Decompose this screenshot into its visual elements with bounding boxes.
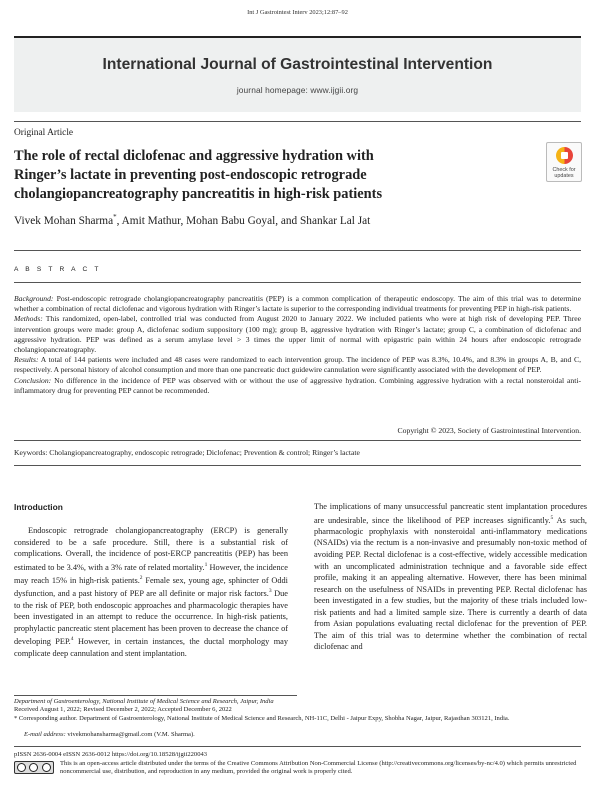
keywords-bottom-rule (14, 465, 581, 466)
affiliation: Department of Gastroenterology, National Institute of Medical Science and Research, Jaipur, India (14, 698, 274, 705)
author-list (14, 213, 370, 227)
journal-title: International Journal of Gastrointestinal Intervention (102, 56, 493, 73)
footnote-rule (14, 695, 297, 696)
email-link[interactable]: vivekmohansharma@gmail.com (V.M. Sharma). (65, 731, 195, 738)
copyright-line: Copyright © 2023, Society of Gastrointestinal Intervention. (397, 426, 581, 435)
license-text: This is an open-access article distributed under the terms of the Creative Commons Attribution Non-Commercial License (http://creativecommons.org/licenses/by-nc/4.0) which permits unrestricted noncommercial use, distribution, and reproduction in any medium, provided the original work is properly cited. (60, 760, 577, 776)
title-line: Ringer’s lactate in preventing post-endoscopic retrograde (14, 167, 367, 184)
abstract-label: A B S T R A C T (14, 266, 102, 273)
article-title (14, 147, 514, 205)
abstract-conclusion: Conclusion: No difference in the incidence of PEP was observed with or without the use of aggressive hydration. Combining aggressive hydration with a rectal nonsteroidal anti-inflammatory drug for preventing PEP cannot be recommended. (14, 375, 581, 395)
creative-commons-icon[interactable] (14, 761, 54, 774)
abstract-background: Background: Post-endoscopic retrograde cholangiopancreatography pancreatitis (PEP) is a common complication of therapeutic endoscopy. The aim of this trial was to determine whether a combination of rectal diclofenac and vigorous hydration with Ringer’s lactate is superior to the corresponding individual treatments for preventing PEP in high-risk patients. (14, 294, 581, 314)
citation-link[interactable]: 1 (204, 561, 208, 568)
title-line: cholangiopancreatography pancreatitis in high-risk patients (14, 186, 383, 203)
citation-link[interactable]: 4 (70, 636, 74, 643)
journal-header-box (14, 36, 581, 112)
header-rule (14, 121, 581, 122)
body-column-left: Endoscopic retrograde cholangiopancreatography (ERCP) is generally considered to be a safe procedure. Still, there is a substantial risk of complications. Overall, the incidence of post-ERCP pancreatitis (PEP) has been estimated to be 3.4%, with a 3% rate of related mortality.$^1$ However, the incidence may reach 15% in high-risk patients.$^2$ Female sex, young age, sphincter of Oddi dysfunction, and a past history of PEP are all definite or major risk factors.$^3$ Due to the risk of PEP, both endoscopic approaches and pharmacologic therapies have been investigated in an attempt to reduce the occurrence. In high-risk patients, prophylactic pancreatic stent placement has been proven to decrease the chance of developing PEP.$^4$ However, in certain instances, the ductal morphology may complicate deep cannulation and stent implantation. (14, 526, 288, 658)
citation-link[interactable]: 2 (139, 574, 143, 581)
journal-homepage[interactable]: journal homepage: www.ijgii.org (236, 85, 359, 95)
bookmark-icon (556, 147, 573, 164)
abstract-results: Results: A total of 144 patients were included and 48 cases were randomized to each intervention group. The incidence of PEP was 8.3%, 10.4%, and 8.3% in groups A, B, and C, respectively. A personal history of alcohol consumption and more than one pancreatic duct guidewire cannulation were significantly associated with the development of PEP. (14, 355, 581, 375)
keywords-top-rule (14, 440, 581, 441)
corresponding-author: * Corresponding author. Department of Gastroenterology, National Institute of Medical Science and Research, NH-11C, Delhi - Jaipur Expy, Shobha Nagar, Jaipur, Rajasthan 303121, India. (14, 715, 510, 722)
section-heading-introduction: Introduction (14, 502, 63, 512)
received-dates: Received August 1, 2022; Revised December 2, 2022; Accepted December 6, 2022 (14, 706, 232, 713)
issn-doi[interactable]: pISSN 2636-0004 eISSN 2636-0012 https://doi.org/10.18528/ijgii220043 (14, 751, 208, 758)
abstract-methods: Methods: This randomized, open-label, controlled trial was conducted from August 2020 to January 2022. We included patients who were at high risk of developing PEP. Three intervention groups were made: group A, diclofenac sodium suppository (100 mg); group B, aggressive hydration with Ringer’s lactate; group C, a combination of diclofenac and aggressive hydration. PEP was defined as a serum amylase level > 3 times the upper limit of normal with epigastric pain within 24 hours after endoscopic retrograde cholangiopancreatography. (14, 314, 581, 355)
email-line: E-mail address: vivekmohansharma@gmail.com (V.M. Sharma). (24, 731, 195, 738)
footer-rule (14, 746, 581, 747)
citation-link[interactable]: 5 (550, 514, 554, 521)
keywords: Keywords: Cholangiopancreatography, endoscopic retrograde; Diclofenac; Prevention & control; Ringer’s lactate (14, 448, 360, 457)
badge-label: Check for updates (552, 167, 576, 179)
check-for-updates-button[interactable] (546, 142, 582, 182)
running-head: Int J Gastrointest Interv 2023;12:87–92 (247, 9, 348, 16)
abstract-body (14, 294, 581, 396)
other-authors: , Amit Mathur, Mohan Babu Goyal, and Shankar Lal Jat (116, 214, 371, 227)
article-type: Original Article (14, 128, 74, 138)
abstract-rule (14, 282, 581, 283)
citation-link[interactable]: 3 (268, 588, 272, 595)
title-line: The role of rectal diclofenac and aggressive hydration with (14, 148, 374, 164)
abstract-top-rule (14, 250, 581, 251)
corresponding-mark[interactable]: * (113, 213, 117, 221)
body-column-right: The implications of many unsuccessful pancreatic stent implantation procedures are undesirable, since the likelihood of PEP increases significantly.$^5$ As such, pharmacologic prophylaxis with nonsteroidal anti-inflammatory medications (NSAIDs) via the rectum is a non-invasive and presumably non-toxic method of avoiding PEP. Rectal diclofenac is a cost-effective, widely accessible medication with an uncomplicated administration technique and a favorable side effect profile, making it an appealing alternative. However, there has been minimal research on the usefulness of NSAIDs in preventing PEP. Rectal diclofenac has been investigated in a few studies, but the majority of these trials included low-risk patients and had a limited sample size. There is currently a dearth of data from Asian populations evaluating rectal diclofenac for the prevention of PEP. The aim of this trial was to determine whether the combination of rectal diclofenac and (314, 502, 587, 652)
author-name[interactable]: Vivek Mohan Sharma (14, 214, 114, 227)
